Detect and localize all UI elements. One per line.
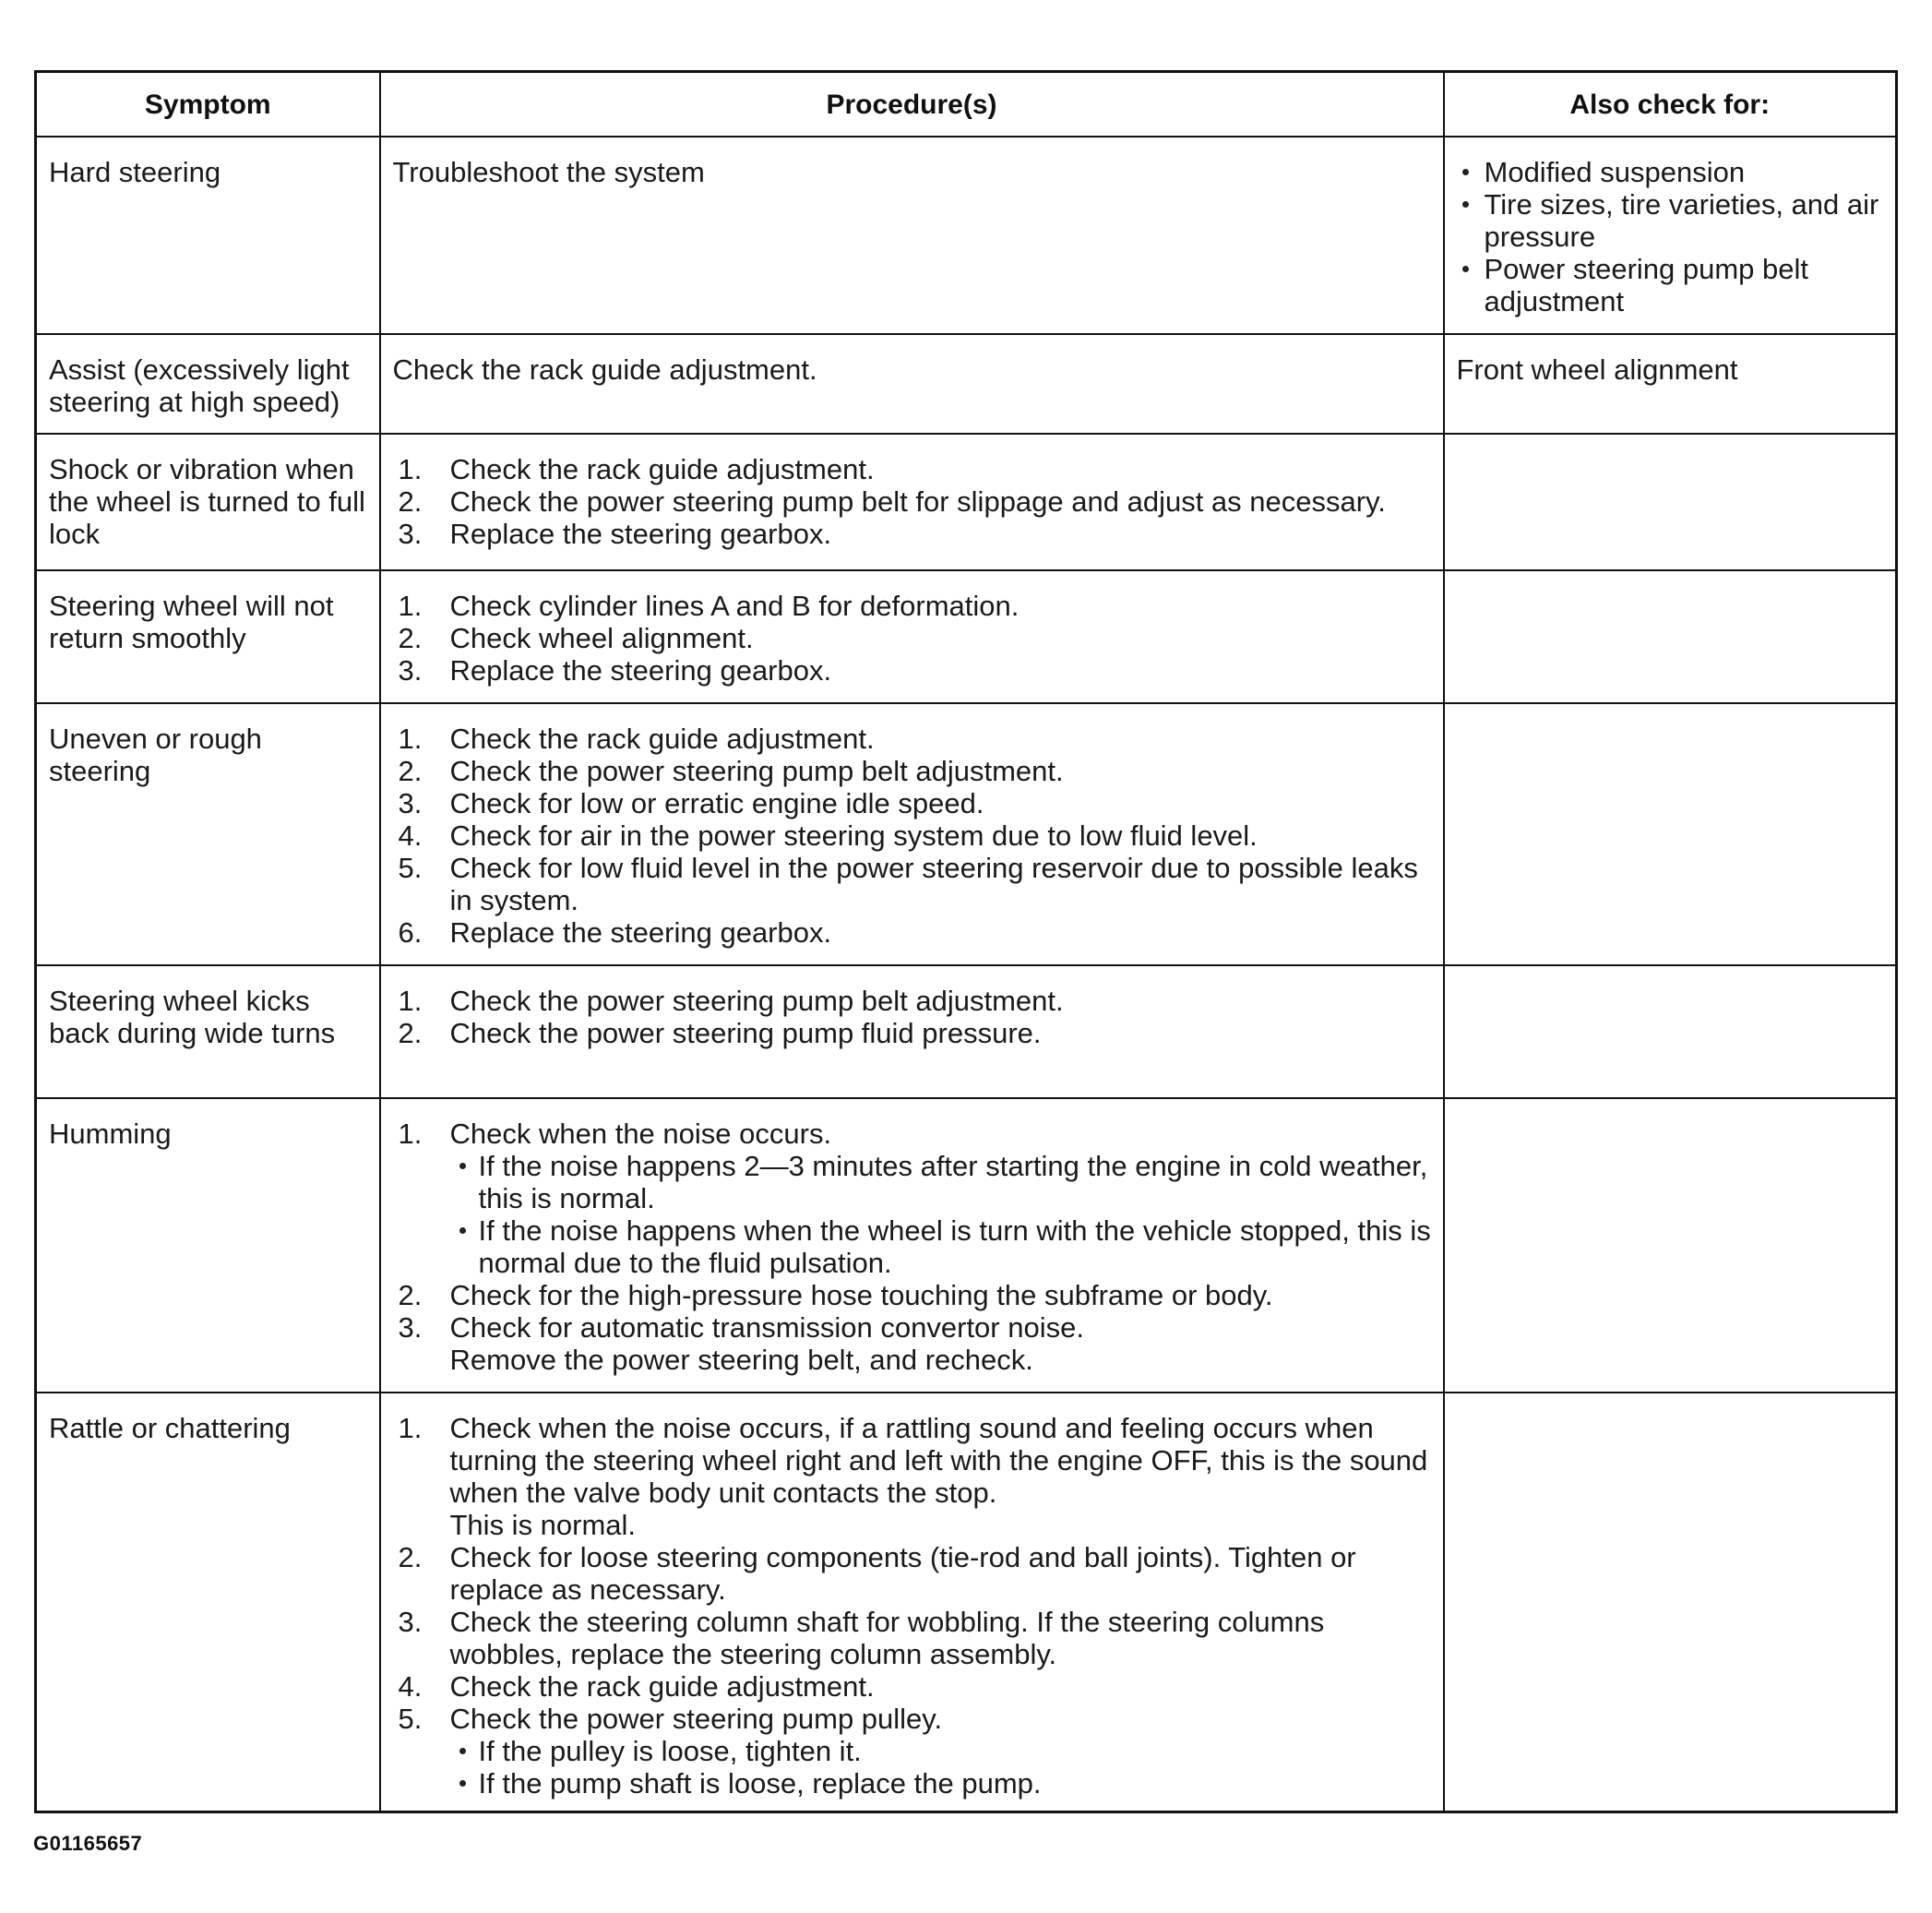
bullet-dot-icon <box>1462 266 1469 272</box>
procedure-step: 1. Check when the noise occurs. If the noise happens 2—3 minutes after starting the engine in cold weather, this is normal. If the noise happens when the wheel is turn with the vehicle stopped, this is normal due to the fluid pulsation. <box>398 1118 1431 1279</box>
table-header-row <box>36 72 1897 137</box>
also-check-cell <box>1444 434 1897 570</box>
procedure-cell <box>380 1393 1444 1812</box>
procedure-step: 4. Check for air in the power steering system due to low fluid level. <box>398 819 1258 852</box>
procedure-step: 2. Check for the high-pressure hose touching the subframe or body. <box>398 1279 1273 1311</box>
procedure-step: 1. Check the power steering pump belt adjustment. <box>398 985 1064 1017</box>
procedure-step: 2. Check the power steering pump fluid pressure. <box>398 1017 1042 1049</box>
procedure-step: 3. Replace the steering gearbox. <box>398 654 832 687</box>
procedure-step: 3. Check for low or erratic engine idle speed. <box>398 787 984 819</box>
procedure-step: 2. Check for loose steering components (tie-rod and ball joints). Tighten or replace as necessary. <box>398 1541 1356 1606</box>
table-row <box>36 965 1897 1098</box>
procedure-step: 6. Replace the steering gearbox. <box>398 916 832 949</box>
procedure-cell <box>380 570 1444 703</box>
also-check-cell <box>1444 1393 1897 1812</box>
procedure-step: 3. Check the steering column shaft for wobbling. If the steering columns wobbles, replace the steering column assembly. <box>398 1606 1325 1670</box>
procedure-step: 1. Check the rack guide adjustment. <box>398 453 875 485</box>
table-row <box>36 1393 1897 1812</box>
also-check-cell <box>1444 965 1897 1098</box>
also-check-item: Power steering pump belt adjustment <box>1457 253 1885 317</box>
table-row <box>36 434 1897 570</box>
bullet-dot-icon <box>459 1748 466 1754</box>
procedure-step: 2. Check wheel alignment. <box>398 622 754 654</box>
bullet-dot-icon <box>1462 201 1469 208</box>
procedure-step: 1. Check cylinder lines A and B for deformation. <box>398 590 1020 622</box>
header-also-check: Also check for: <box>1444 72 1897 137</box>
troubleshooting-table <box>34 70 1898 1813</box>
procedure-cell <box>380 703 1444 965</box>
also-check-cell <box>1444 137 1897 334</box>
header-procedures: Procedure(s) <box>380 72 1444 137</box>
bullet-dot-icon <box>1462 169 1469 175</box>
procedure-step: 3. Replace the steering gearbox. <box>398 518 832 550</box>
procedure-step: 1. Check the rack guide adjustment. <box>398 723 875 755</box>
procedure-step: 5. Check for low fluid level in the power steering reservoir due to possible leaks in system. <box>398 852 1418 916</box>
table-row <box>36 570 1897 703</box>
procedure-step: 1. Check when the noise occurs, if a rattling sound and feeling occurs when turning the steering wheel right and left with the engine OFF, this is the sound when the valve body unit contacts the stop. This is normal. <box>393 1412 1432 1541</box>
table-row <box>36 1098 1897 1393</box>
symptom-cell: Steering wheel will not return smoothly <box>36 570 380 703</box>
symptom-cell: Rattle or chattering <box>36 1393 380 1812</box>
symptom-cell: Humming <box>36 1098 380 1393</box>
procedure-step: 2. Check the power steering pump belt for slippage and adjust as necessary. <box>398 485 1386 518</box>
header-symptom: Symptom <box>36 72 380 137</box>
figure-id-caption: G01165657 <box>33 1832 143 1855</box>
procedure-step: 3. Check for automatic transmission convertor noise. Remove the power steering belt, and recheck. <box>393 1311 1432 1376</box>
symptom-cell: Shock or vibration when the wheel is turned to full lock <box>36 434 380 570</box>
also-check-item: Modified suspension <box>1457 156 1885 188</box>
procedure-cell <box>380 1098 1444 1393</box>
procedure-sub-bullet: If the noise happens 2—3 minutes after starting the engine in cold weather, this is normal. <box>450 1150 1432 1214</box>
also-check-cell <box>1444 1098 1897 1393</box>
procedure-cell <box>380 965 1444 1098</box>
also-check-cell <box>1444 570 1897 703</box>
symptom-cell: Steering wheel kicks back during wide turns <box>36 965 380 1098</box>
table-row <box>36 334 1897 434</box>
procedure-cell: Check the rack guide adjustment. <box>380 334 1444 434</box>
procedure-sub-bullet: If the noise happens when the wheel is turn with the vehicle stopped, this is normal due to the fluid pulsation. <box>450 1214 1432 1279</box>
symptom-cell: Hard steering <box>36 137 380 334</box>
also-check-cell: Front wheel alignment <box>1444 334 1897 434</box>
procedure-step: 4. Check the rack guide adjustment. <box>398 1670 875 1703</box>
bullet-dot-icon <box>459 1227 466 1234</box>
bullet-dot-icon <box>459 1780 466 1787</box>
procedure-cell <box>380 434 1444 570</box>
procedure-step: 5. Check the power steering pump pulley. If the pulley is loose, tighten it. If the pump shaft is loose, replace the pump. <box>393 1703 1432 1799</box>
procedure-cell: Troubleshoot the system <box>380 137 1444 334</box>
table-row <box>36 137 1897 334</box>
symptom-cell: Uneven or rough steering <box>36 703 380 965</box>
also-check-cell <box>1444 703 1897 965</box>
bullet-dot-icon <box>459 1163 466 1169</box>
procedure-note: Remove the power steering belt, and recheck. <box>449 1344 1033 1376</box>
also-check-item: Tire sizes, tire varieties, and air pressure <box>1457 188 1885 253</box>
procedure-sub-bullet: If the pulley is loose, tighten it. <box>450 1735 1432 1767</box>
procedure-sub-bullet: If the pump shaft is loose, replace the pump. <box>450 1767 1432 1799</box>
procedure-step: 2. Check the power steering pump belt adjustment. <box>398 755 1064 787</box>
procedure-note: This is normal. <box>449 1509 637 1541</box>
table-row <box>36 703 1897 965</box>
symptom-cell: Assist (excessively light steering at high speed) <box>36 334 380 434</box>
